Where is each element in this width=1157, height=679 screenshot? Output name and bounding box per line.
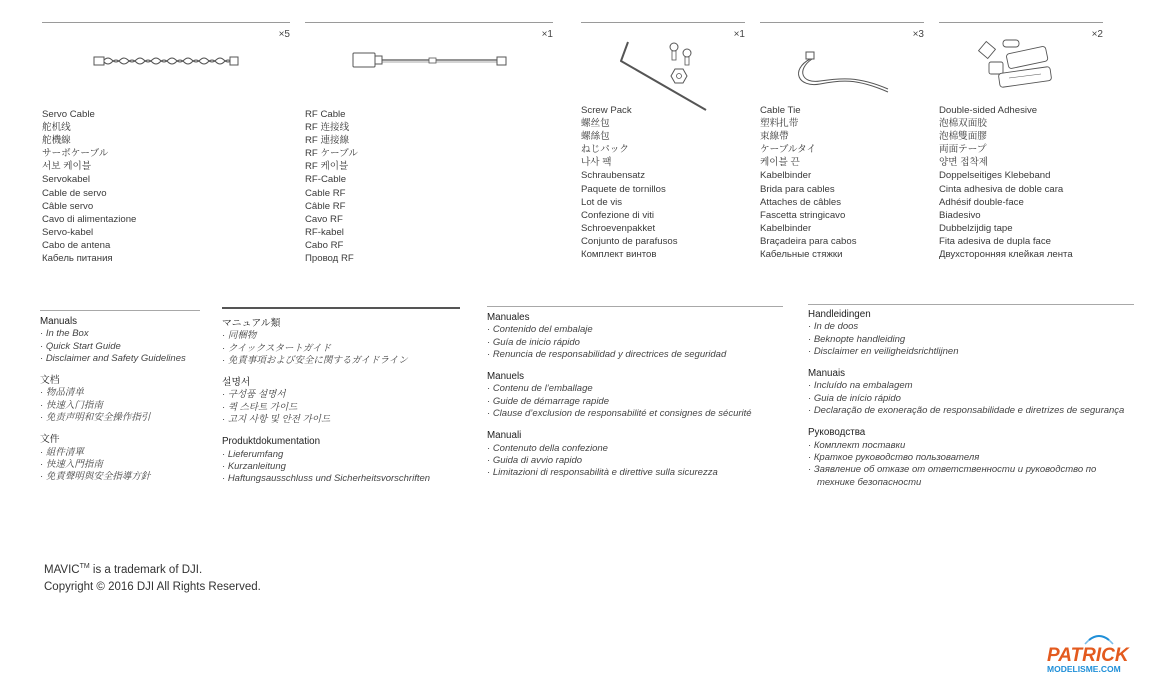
part-name-list — [581, 104, 678, 261]
part-servo-cable — [42, 22, 290, 265]
part-name: RF 連接線 — [305, 135, 350, 147]
manual-item: · 物品清单 — [40, 387, 84, 399]
manual-item: · 免責聲明與安全指導方針 — [40, 471, 151, 483]
part-name: 양면 접착제 — [939, 157, 989, 169]
manual-item: · 同梱物 — [222, 330, 257, 342]
part-name: RF 케이블 — [305, 161, 349, 173]
part-name: Провод RF — [305, 253, 354, 265]
manual-item: · Заявление об отказе от ответственности и руководство по технике безопасности — [808, 464, 1097, 488]
part-name: Doppelseitiges Klebeband — [939, 170, 1051, 182]
manual-item: · 快速入門指南 — [40, 458, 103, 470]
part-name: Servo Cable — [42, 109, 95, 120]
manual-item-list — [808, 321, 1134, 358]
part-name: Lot de vis — [581, 196, 623, 208]
part-name: RF-Cable — [305, 174, 347, 186]
part-name: 泡棉双面胶 — [939, 118, 987, 130]
part-name: Кабельные стяжки — [760, 249, 843, 261]
manual-section-title: マニュアル類 — [222, 318, 281, 329]
part-name: サーボケーブル — [42, 148, 109, 160]
part-name: ケーブルタイ — [760, 144, 817, 156]
part-name-list — [305, 108, 358, 265]
manual-item: · 구성품 설명서 — [222, 389, 286, 401]
manual-section-title: Manuels — [487, 371, 525, 383]
manual-item: · クイックスタートガイド — [222, 342, 331, 354]
part-name: 舵機線 — [42, 135, 71, 147]
part-name: Cavo di alimentazione — [42, 213, 137, 225]
part-name: RF 连接线 — [305, 122, 350, 134]
manual-section-title: Manuais — [808, 368, 846, 380]
watermark-logo — [1045, 634, 1153, 674]
manual-item-list — [40, 328, 200, 365]
part-name: RF ケーブル — [305, 148, 358, 160]
manual-item-list — [808, 440, 1134, 489]
manuals-column-4 — [808, 304, 1134, 489]
part-name: Confezione di viti — [581, 209, 655, 221]
manual-section-title: 文档 — [40, 375, 60, 387]
part-name: Комплект винтов — [581, 249, 657, 261]
manual-item: · Limitazioni di responsabilità e direttive sulla sicurezza — [487, 467, 718, 479]
manual-item: · Disclaimer and Safety Guidelines — [40, 352, 186, 364]
part-name: Câble servo — [42, 200, 94, 212]
part-name-list — [760, 104, 857, 261]
manual-item: · Guia de início rápido — [808, 392, 901, 404]
cable-tie-illustration — [760, 22, 924, 102]
manual-section — [40, 434, 200, 483]
part-name: Brida para cables — [760, 183, 835, 195]
part-name: Schroevenpakket — [581, 222, 656, 234]
part-name: 束線帶 — [760, 131, 789, 143]
adhesive-illustration — [939, 22, 1103, 102]
manual-item: · Beknopte handleiding — [808, 333, 906, 345]
part-name: Dubbelzijdig tape — [939, 222, 1013, 234]
part-cable-tie — [760, 22, 924, 261]
manual-item: · Guía de inicio rápido — [487, 336, 580, 348]
part-name: 塑料扎带 — [760, 118, 799, 130]
manual-item-list — [40, 447, 200, 484]
part-name: 서보 케이블 — [42, 161, 92, 173]
manual-item-list — [222, 389, 460, 426]
part-name: Cavo RF — [305, 213, 343, 225]
manual-item: · Краткое руководство пользователя — [808, 451, 980, 463]
part-name: Cable de servo — [42, 187, 107, 199]
part-name: ねじパック — [581, 144, 629, 156]
manual-item-list — [222, 449, 460, 486]
part-screw-pack — [581, 22, 745, 261]
part-name-list — [939, 104, 1073, 261]
manual-section — [222, 318, 460, 367]
part-name: 螺丝包 — [581, 118, 610, 130]
part-name: 両面テープ — [939, 144, 987, 156]
part-name: Cabo RF — [305, 239, 344, 251]
quantity-label: ×5 — [278, 29, 290, 40]
manual-item-list — [487, 324, 783, 361]
part-name: 舵机线 — [42, 122, 71, 134]
quantity-label: ×2 — [1091, 29, 1103, 40]
manual-item: · Incluído na embalagem — [808, 380, 913, 392]
manual-item: · 퀵 스타트 가이드 — [222, 401, 298, 413]
rf-cable-illustration — [305, 22, 553, 92]
part-name: Cable Tie — [760, 105, 801, 116]
manual-section-title: Handleidingen — [808, 309, 871, 320]
manual-item: · In de doos — [808, 321, 859, 333]
part-name: RF Cable — [305, 109, 346, 120]
servo-cable-illustration — [42, 22, 290, 92]
part-name: Servo-kabel — [42, 226, 94, 238]
manual-item: · Contenido del embalaje — [487, 324, 593, 336]
trademark-line: MAVIC™ is a trademark of DJI. — [44, 563, 203, 576]
manual-item: · Clause d’exclusion de responsabilité et consignes de sécurité — [487, 408, 752, 420]
watermark-site: MODELISME.COM — [1047, 664, 1121, 674]
manual-section-title: 설명서 — [222, 377, 251, 389]
part-name: RF-kabel — [305, 226, 344, 238]
part-name: Double-sided Adhesive — [939, 105, 1038, 116]
part-name: Conjunto de parafusos — [581, 235, 678, 247]
manual-section — [40, 316, 200, 365]
part-name: Adhésif double-face — [939, 196, 1024, 208]
part-name: Fascetta stringicavo — [760, 209, 846, 221]
manual-item: · Guide de démarrage rapide — [487, 395, 609, 407]
manual-section — [487, 371, 783, 420]
part-name: 螺絲包 — [581, 131, 610, 143]
part-name: 泡棉雙面膠 — [939, 131, 987, 143]
manual-item: · Haftungsausschluss und Sicherheitsvorschriften — [222, 473, 431, 485]
copyright-line: Copyright © 2016 DJI All Rights Reserved. — [44, 580, 261, 593]
part-name: Schraubensatz — [581, 170, 645, 182]
manual-item: · Kurzanleitung — [222, 460, 286, 472]
manual-section — [808, 309, 1134, 358]
manual-section-title: Manuals — [40, 316, 78, 327]
manual-item: · Комплект поставки — [808, 439, 906, 451]
manual-section-title: Produktdokumentation — [222, 436, 321, 448]
part-name: Servokabel — [42, 174, 90, 186]
manual-section-title: Manuali — [487, 430, 522, 442]
manual-section-title: 文件 — [40, 434, 60, 446]
manual-section-title: Руководства — [808, 427, 866, 439]
manual-item-list — [222, 330, 460, 367]
part-name: Cabo de antena — [42, 239, 111, 251]
manual-item: · Declaração de exoneração de responsabilidade e diretrizes de segurança — [808, 405, 1125, 417]
part-name: Braçadeira para cabos — [760, 235, 857, 247]
manuals-column-1 — [40, 310, 200, 484]
manual-section — [808, 368, 1134, 417]
part-name: Cable RF — [305, 187, 346, 199]
manuals-column-2 — [222, 307, 460, 486]
manual-item: · Disclaimer en veiligheidsrichtlijnen — [808, 345, 959, 357]
manual-item-list — [808, 380, 1134, 417]
part-name-list — [42, 108, 136, 265]
part-name: Screw Pack — [581, 105, 632, 116]
screw-pack-illustration — [581, 22, 745, 117]
part-name: Paquete de tornillos — [581, 183, 666, 195]
manual-item-list — [487, 383, 783, 420]
manual-item: · In the Box — [40, 328, 89, 340]
manuals-column-3 — [487, 306, 783, 480]
part-name: Kabelbinder — [760, 170, 812, 182]
trademark-symbol: TM — [79, 563, 90, 570]
manual-item: · Contenuto della confezione — [487, 442, 608, 454]
manual-section — [222, 377, 460, 426]
quantity-label: ×1 — [541, 29, 553, 40]
part-rf-cable — [305, 22, 553, 265]
part-name: Fita adesiva de dupla face — [939, 235, 1052, 247]
manual-item-list — [40, 387, 200, 424]
manual-section — [808, 427, 1134, 488]
part-name: Двухсторонняя клейкая лента — [939, 249, 1073, 261]
part-name: Кабель питания — [42, 253, 113, 265]
manual-section — [487, 312, 783, 361]
quantity-label: ×3 — [912, 29, 924, 40]
part-double-sided-adhesive — [939, 22, 1103, 261]
manual-section — [40, 375, 200, 424]
part-name: Cinta adhesiva de doble cara — [939, 183, 1064, 195]
part-name: 케이블 끈 — [760, 157, 800, 169]
manual-item-list — [487, 443, 783, 480]
manual-item: · 고지 사항 및 안전 가이드 — [222, 414, 331, 426]
manual-item: · 快速入门指南 — [40, 399, 103, 411]
part-name: Kabelbinder — [760, 222, 812, 234]
manual-section — [487, 430, 783, 479]
quantity-label: ×1 — [733, 29, 745, 40]
manual-item: · 免责声明和安全操作指引 — [40, 412, 151, 424]
part-name: Attaches de câbles — [760, 196, 842, 208]
part-name: Biadesivo — [939, 209, 981, 221]
part-name: Câble RF — [305, 200, 346, 212]
manual-item: · Contenu de l’emballage — [487, 383, 593, 395]
manual-section-title: Manuales — [487, 312, 530, 323]
manual-item: · Guida di avvio rapido — [487, 454, 583, 466]
signal-arcs-icon — [1045, 634, 1153, 674]
manual-section — [222, 436, 460, 485]
manual-item: · Renuncia de responsabilidad y directrices de seguridad — [487, 348, 727, 360]
manual-item: · Lieferumfang — [222, 448, 284, 460]
manual-item: · Quick Start Guide — [40, 340, 121, 352]
manual-item: · 免責事項および安全に関するガイドライン — [222, 354, 408, 366]
manual-item: · 組件清單 — [40, 446, 84, 458]
watermark-text: PATRICK — [1047, 645, 1129, 666]
part-name: 나사 팩 — [581, 157, 612, 169]
trademark-notice — [44, 558, 261, 596]
